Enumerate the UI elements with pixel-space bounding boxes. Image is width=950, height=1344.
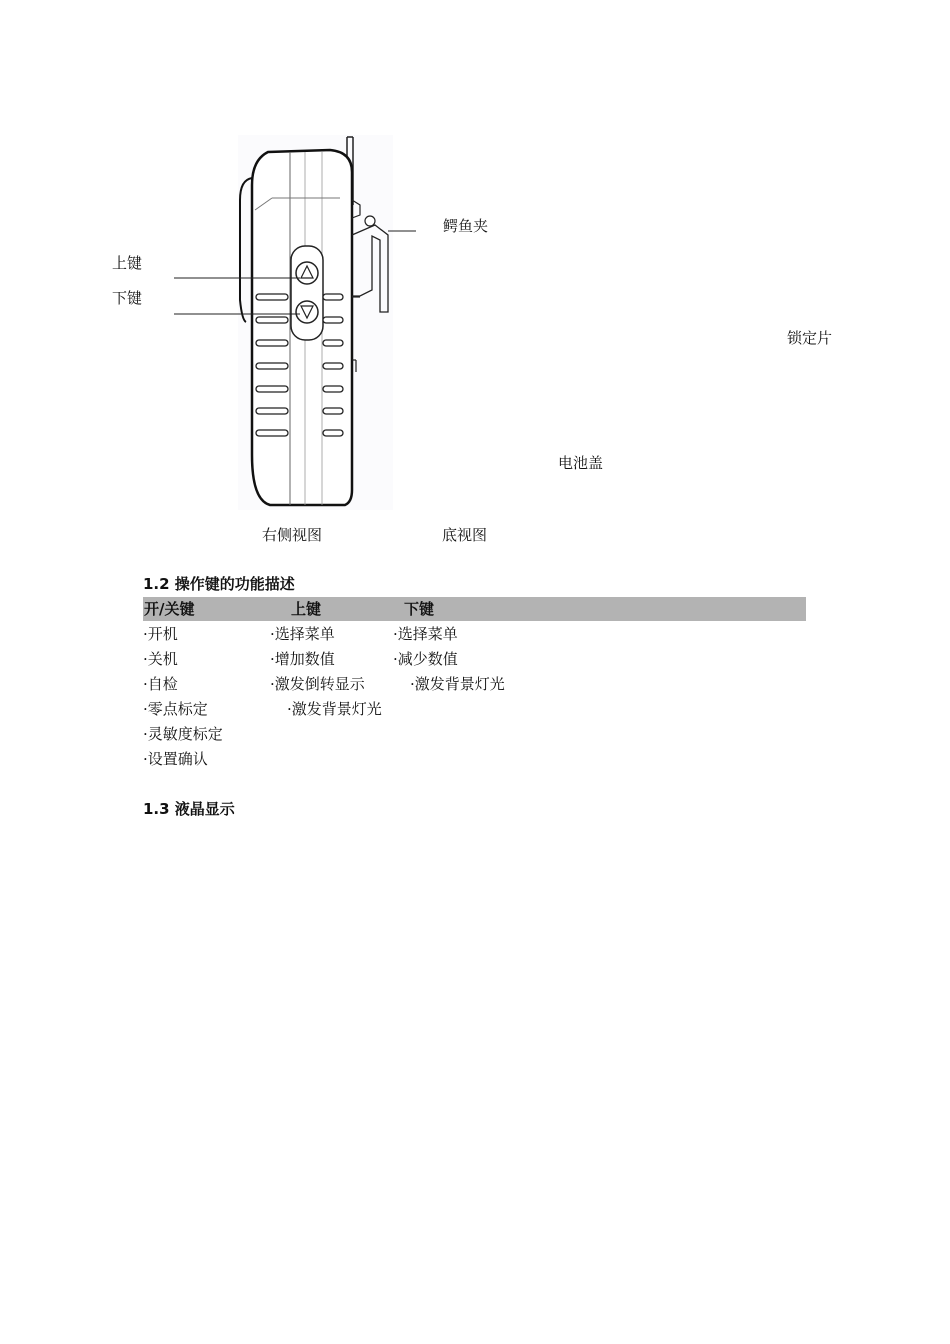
label-lock-plate: 锁定片 [787, 329, 833, 347]
power-key-function: ·灵敏度标定 [143, 725, 223, 743]
section-heading-1-3: 1.3 液晶显示 [143, 800, 235, 818]
caption-right-side-view: 右侧视图 [262, 526, 323, 544]
key-table-header-bar [143, 597, 806, 621]
power-key-function: ·关机 [143, 650, 178, 668]
up-key-function: ·激发倒转显示 [270, 675, 365, 693]
up-key-function: ·激发背景灯光 [287, 700, 382, 718]
caption-bottom-view: 底视图 [442, 526, 488, 544]
label-down-key: 下键 [112, 289, 143, 307]
up-key-function: ·选择菜单 [270, 625, 335, 643]
table-header-down-key: 下键 [404, 600, 435, 618]
label-battery-cover: 电池盖 [558, 454, 604, 472]
power-key-function: ·零点标定 [143, 700, 208, 718]
up-key-function: ·增加数值 [270, 650, 335, 668]
label-up-key: 上键 [112, 254, 143, 272]
power-key-function: ·开机 [143, 625, 178, 643]
down-key-function: ·激发背景灯光 [410, 675, 505, 693]
table-header-power-key: 开/关键 [144, 600, 195, 618]
label-crocodile-clip: 鳄鱼夹 [443, 217, 489, 235]
table-header-up-key: 上键 [291, 600, 322, 618]
section-heading-1-2: 1.2 操作键的功能描述 [143, 575, 295, 593]
device-right-side-view-drawing [0, 0, 950, 560]
power-key-function: ·自检 [143, 675, 178, 693]
power-key-function: ·设置确认 [143, 750, 208, 768]
down-key-button-drawing [296, 301, 318, 323]
down-key-function: ·减少数值 [393, 650, 458, 668]
down-key-function: ·选择菜单 [393, 625, 458, 643]
